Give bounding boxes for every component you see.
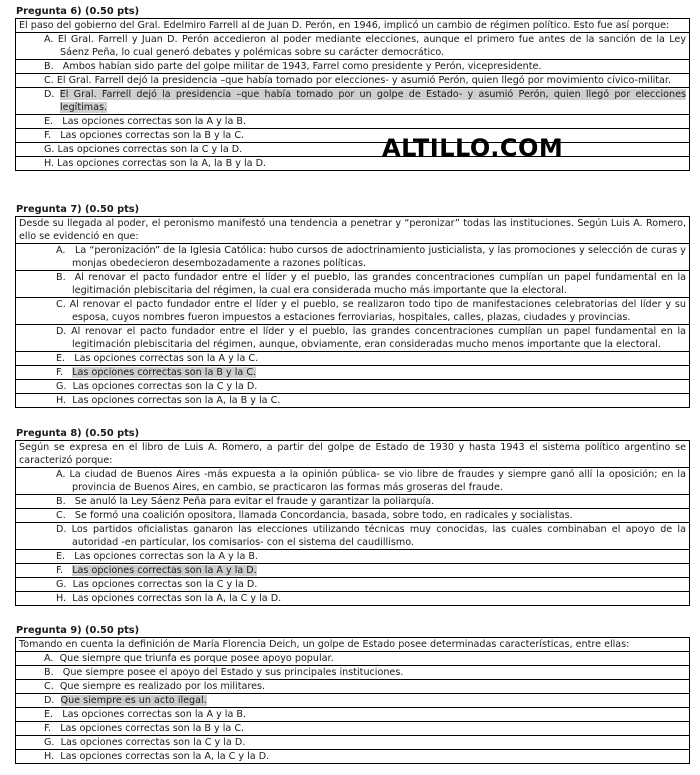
question-stem: Tomando en cuenta la definición de María Florencia Deich, un golpe de Estado posee determinadas características, entre ellas: [16, 638, 690, 652]
option-e: E. Las opciones correctas son la A y la B. [16, 115, 690, 129]
highlighted-answer: El Gral. Farrell dejó la presidencia –que había tomado por un golpe de Estado- y asumió Perón, quien llegó por elecciones legítimas. [59, 89, 686, 113]
option-h: H. Las opciones correctas son la A, la B y la D. [16, 157, 690, 171]
question-table [15, 216, 690, 408]
question-table [15, 440, 690, 606]
question-6 [15, 6, 690, 171]
option-c: C. El Gral. Farrell dejó la presidencia –que había tomado por elecciones- y asumió Perón, quien llegó por movimiento cívico-militar. [16, 74, 690, 88]
option-a: A. El Gral. Farrell y Juan D. Perón accedieron al poder mediante elecciones, aunque el primero fue antes de la sanción de la Ley Sáenz Peña, lo cual generó debates y polémicas sobre su carácter democrático. [16, 33, 690, 60]
option-f: F. Las opciones correctas son la A y la D. [16, 564, 690, 578]
option-d: D. El Gral. Farrell dejó la presidencia –que había tomado por un golpe de Estado- y asumió Perón, quien llegó por elecciones legítimas. [16, 88, 690, 115]
option-d: D. Que siempre es un acto ilegal. [16, 694, 690, 708]
option-h: H. Las opciones correctas son la A, la C y la D. [16, 750, 690, 764]
option-f: F. Las opciones correctas son la B y la C. [16, 129, 690, 143]
question-9 [15, 625, 690, 764]
question-8 [15, 428, 690, 606]
highlighted-answer: Las opciones correctas son la B y la C. [72, 367, 257, 378]
option-g: G. Las opciones correctas son la C y la D. [16, 736, 690, 750]
question-table [15, 637, 690, 764]
option-e: E. Las opciones correctas son la A y la C. [16, 352, 690, 366]
option-g: G. Las opciones correctas son la C y la D. [16, 578, 690, 592]
question-title: Pregunta 8) (0.50 pts) [16, 428, 140, 439]
option-b: B. Se anuló la Ley Sáenz Peña para evitar el fraude y garantizar la poliarquía. [16, 495, 690, 509]
question-stem: Desde su llegada al poder, el peronismo manifestó una tendencia a penetrar y “peronizar” todas las instituciones. Según Luis A. Romero, ello se evidenció en que: [16, 217, 690, 244]
option-b: B. Ambos habían sido parte del golpe militar de 1943, Farrel como presidente y Perón, vicepresidente. [16, 60, 690, 74]
option-a: A. La “peronización” de la Iglesia Católica: hubo cursos de adoctrinamiento justicialista, y las promociones y selección de curas y monjas obedecieron desembozadamente a razones políticas. [16, 244, 690, 271]
option-f: F. Las opciones correctas son la B y la C. [16, 366, 690, 380]
option-a: A. Que siempre que triunfa es porque posee apoyo popular. [16, 652, 690, 666]
option-d: D. Al renovar el pacto fundador entre el líder y el pueblo, las grandes concentraciones cumplían un papel fundamental en la legitimación plebiscitaria del régimen, aunque, obviamente, eran consideradas mucho menos importante que la electoral. [16, 325, 690, 352]
option-g: G. Las opciones correctas son la C y la D. [16, 380, 690, 394]
option-c: C. Que siempre es realizado por los militares. [16, 680, 690, 694]
option-e: E. Las opciones correctas son la A y la B. [16, 708, 690, 722]
option-c: C. Al renovar el pacto fundador entre el líder y el pueblo, se realizaron todo tipo de manifestaciones celebratorias del líder y su esposa, cuyos nombres fueron impuestos a estaciones ferroviarias, hospitales, calles, plazas, ciudades y provincias. [16, 298, 690, 325]
question-7 [15, 204, 690, 408]
question-title: Pregunta 9) (0.50 pts) [16, 625, 140, 636]
option-f: F. Las opciones correctas son la B y la C. [16, 722, 690, 736]
question-table [15, 18, 690, 171]
option-e: E. Las opciones correctas son la A y la B. [16, 550, 690, 564]
question-title: Pregunta 7) (0.50 pts) [16, 204, 140, 215]
watermark-logo: ALTILLO.COM [382, 134, 564, 162]
option-h: H. Las opciones correctas son la A, la C y la D. [16, 592, 690, 606]
question-stem: Según se expresa en el libro de Luis A. Romero, a partir del golpe de Estado de 1930 y hasta 1943 el sistema político argentino se caracterizó porque: [16, 441, 690, 468]
highlighted-answer: Las opciones correctas son la A y la D. [72, 565, 257, 576]
question-title: Pregunta 6) (0.50 pts) [16, 6, 140, 17]
option-b: B. Que siempre posee el apoyo del Estado y sus principales instituciones. [16, 666, 690, 680]
highlighted-answer: Que siempre es un acto ilegal. [60, 695, 207, 706]
option-c: C. Se formó una coalición opositora, llamada Concordancia, basada, sobre todo, en radicales y socialistas. [16, 509, 690, 523]
option-b: B. Al renovar el pacto fundador entre el líder y el pueblo, las grandes concentraciones cumplían un papel fundamental en la legitimación plebiscitaria del régimen, la cual era considerada mucho más importante que la electoral. [16, 271, 690, 298]
option-d: D. Los partidos oficialistas ganaron las elecciones utilizando técnicas muy conocidas, las cuales combinaban el apoyo de la autoridad -en particular, los comisarios- con el sistema del caudillismo. [16, 523, 690, 550]
option-h: H. Las opciones correctas son la A, la B y la C. [16, 394, 690, 408]
option-g: G. Las opciones correctas son la C y la D. [16, 143, 690, 157]
option-a: A. La ciudad de Buenos Aires -más expuesta a la opinión pública- se vio libre de fraudes y siempre ganó allí la oposición; en la provincia de Buenos Aires, en cambio, se practicaron las formas más groseras del fraude. [16, 468, 690, 495]
question-stem: El paso del gobierno del Gral. Edelmiro Farrell al de Juan D. Perón, en 1946, implicó un cambio de régimen político. Esto fue así porque: [16, 19, 690, 33]
